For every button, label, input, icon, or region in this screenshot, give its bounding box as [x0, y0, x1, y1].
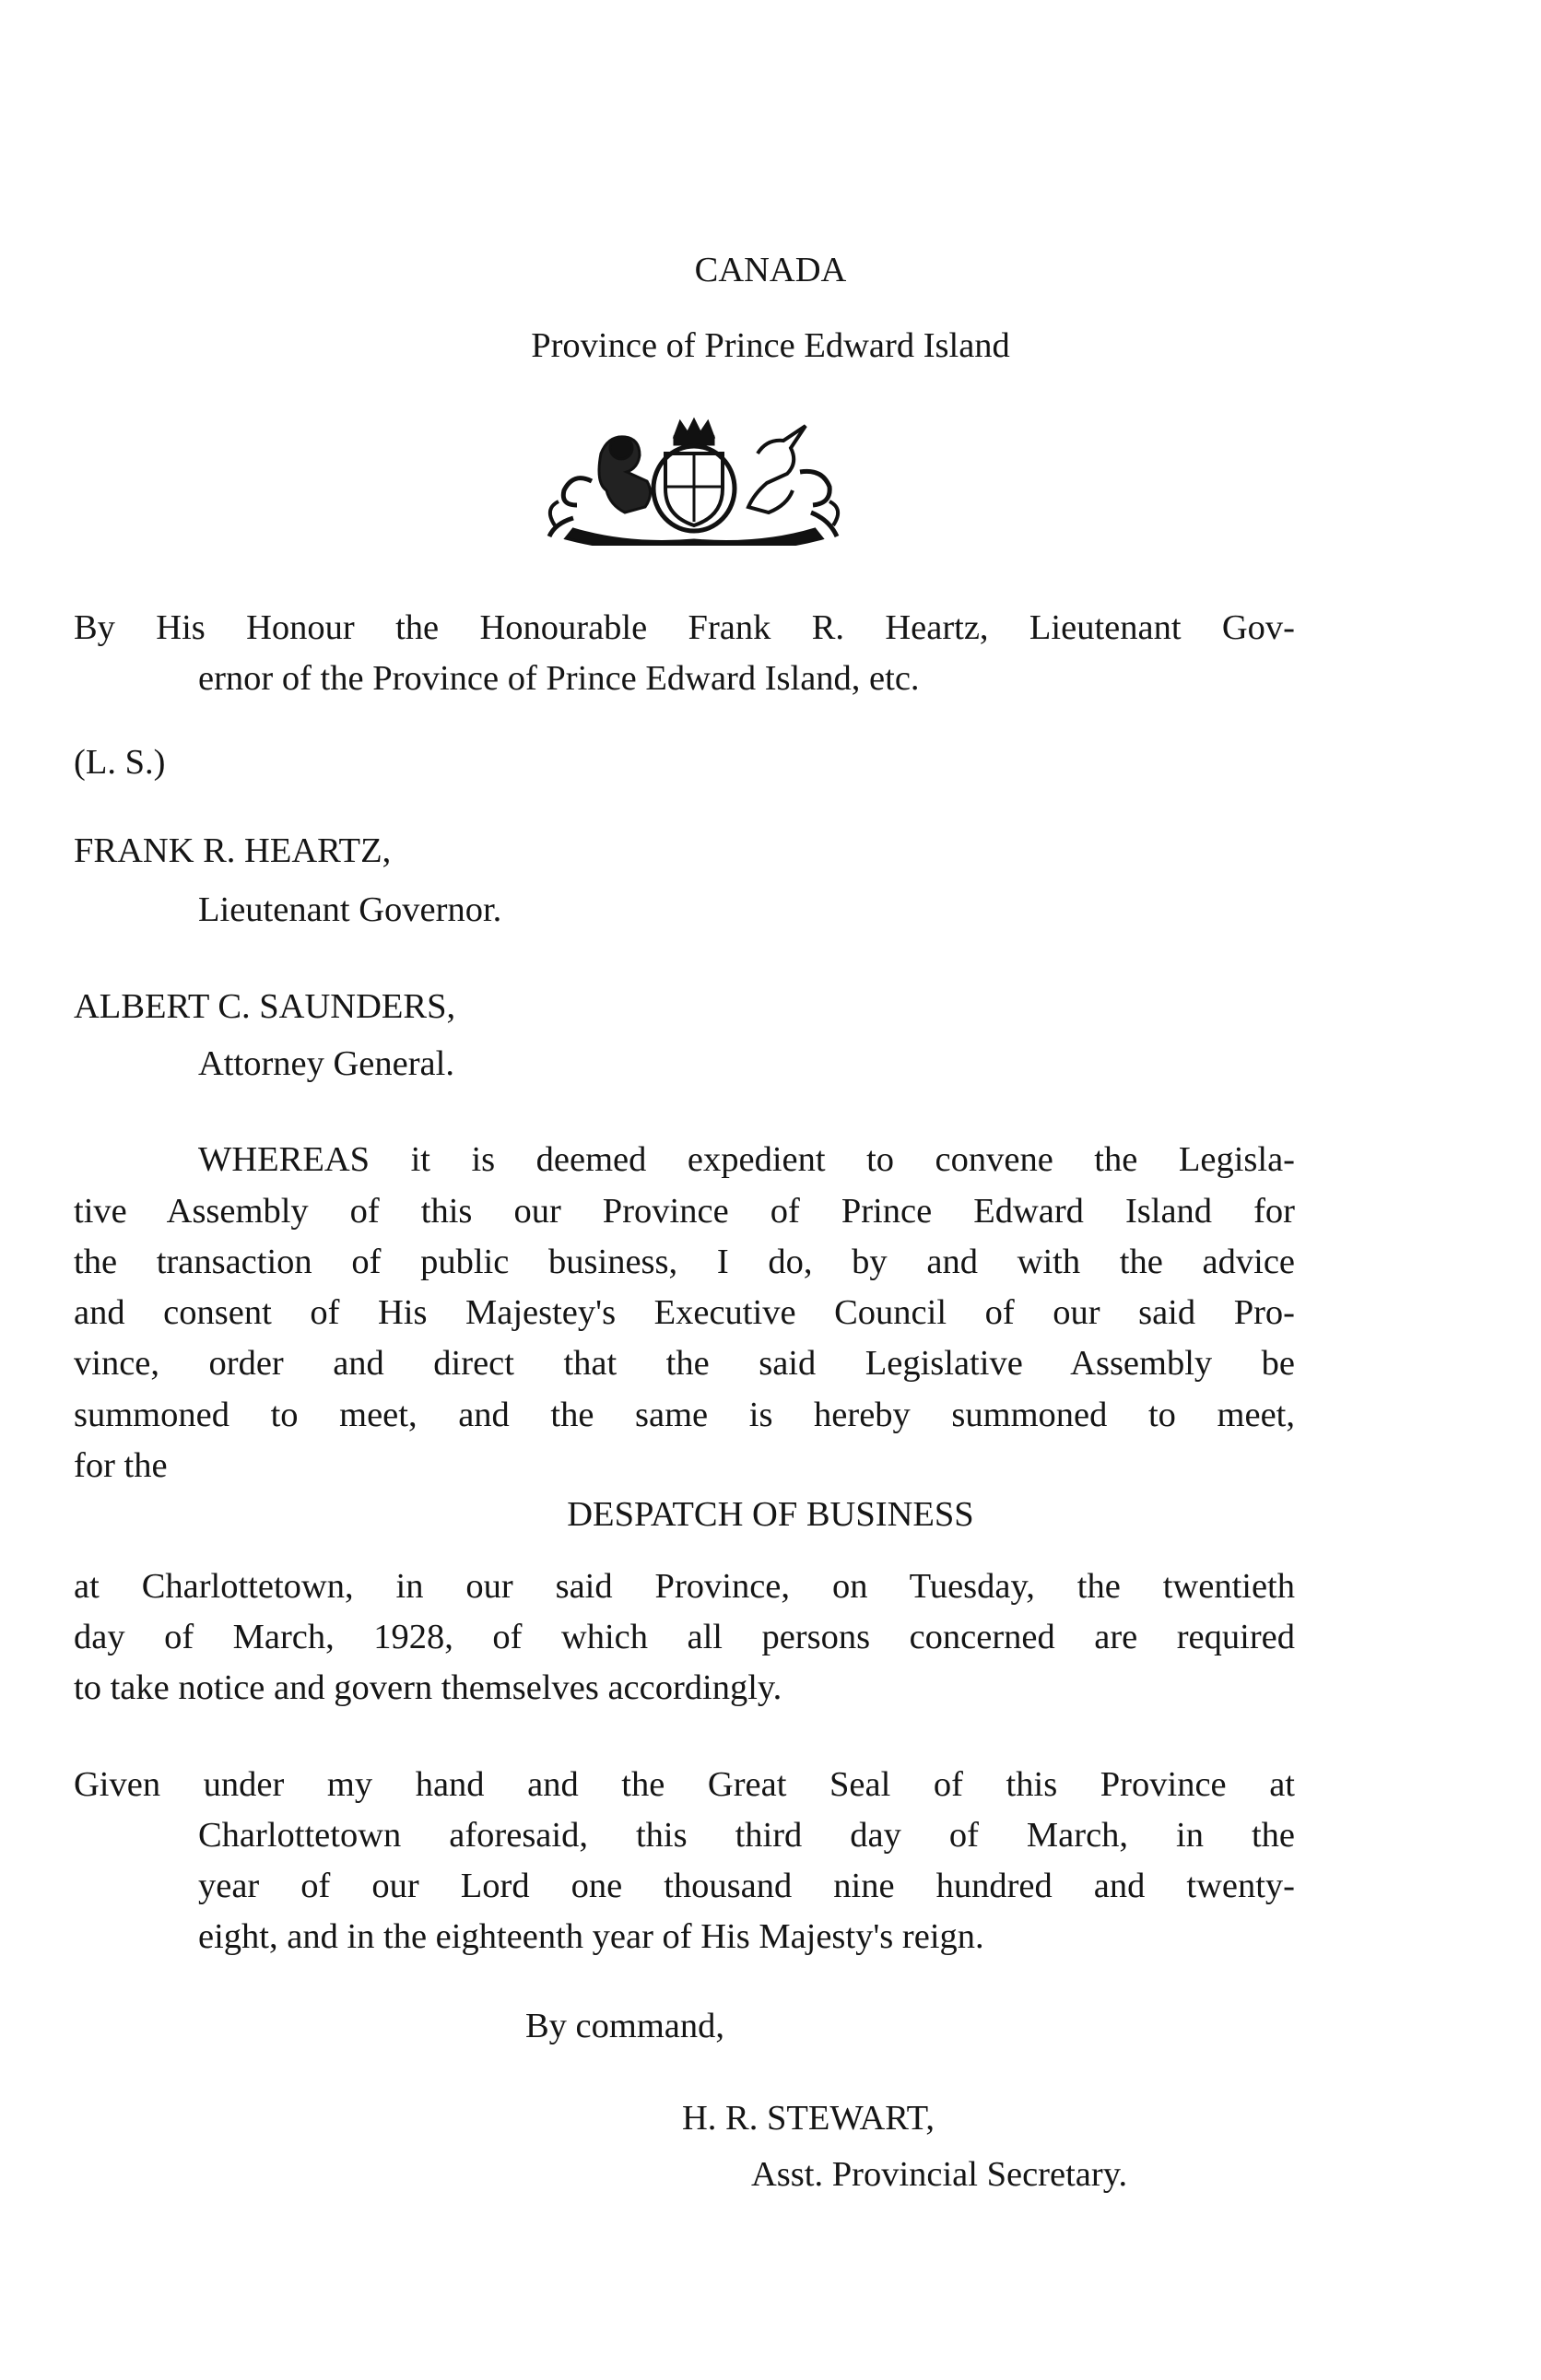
- by-command: By command,: [525, 2007, 724, 2045]
- despatch-heading: DESPATCH OF BUSINESS: [567, 1495, 974, 1534]
- whereas-line: WHEREAS it is deemed expedient to convene the Legisla-: [198, 1140, 1295, 1179]
- secretary-title: Asst. Provincial Secretary.: [751, 2155, 1128, 2194]
- given-line: eight, and in the eighteenth year of His Majesty's reign.: [198, 1917, 984, 1956]
- at-line: at Charlottetown, in our said Province, on Tuesday, the twentieth: [74, 1567, 1295, 1606]
- at-line: day of March, 1928, of which all persons concerned are required: [74, 1618, 1295, 1656]
- whereas-line: and consent of His Majestey's Executive Council of our said Pro-: [74, 1293, 1295, 1332]
- secretary-name: H. R. STEWART,: [682, 2099, 935, 2138]
- whereas-line: vince, order and direct that the said Legislative Assembly be: [74, 1344, 1295, 1383]
- governor-title: Lieutenant Governor.: [198, 890, 502, 929]
- seal-mark: (L. S.): [74, 743, 166, 782]
- given-line: Given under my hand and the Great Seal of this Province at: [74, 1765, 1295, 1804]
- whereas-line: tive Assembly of this our Province of Prince Edward Island for: [74, 1192, 1295, 1231]
- given-line: Charlottetown aforesaid, this third day of March, in the: [198, 1816, 1295, 1855]
- province-heading: Province of Prince Edward Island: [531, 326, 1010, 365]
- governor-name: FRANK R. HEARTZ,: [74, 831, 392, 870]
- attorney-title: Attorney General.: [198, 1044, 454, 1083]
- country-heading: CANADA: [694, 251, 847, 289]
- attorney-name: ALBERT C. SAUNDERS,: [74, 987, 456, 1026]
- whereas-line: the transaction of public business, I do, by and with the advice: [74, 1243, 1295, 1281]
- coat-of-arms-icon: [536, 417, 852, 546]
- proclamation-by-line: [74, 610, 1295, 646]
- given-line: year of our Lord one thousand nine hundred and twenty-: [198, 1867, 1295, 1905]
- whereas-line: for the: [74, 1446, 168, 1485]
- proclamation-by-line-2: ernor of the Province of Prince Edward Island, etc.: [198, 659, 920, 698]
- at-line: to take notice and govern themselves accordingly.: [74, 1668, 782, 1707]
- whereas-line: summoned to meet, and the same is hereby summoned to meet,: [74, 1396, 1295, 1434]
- proclamation-by-line-1: By His Honour the Honourable Frank R. Heartz, Lieutenant Gov-: [74, 608, 1295, 647]
